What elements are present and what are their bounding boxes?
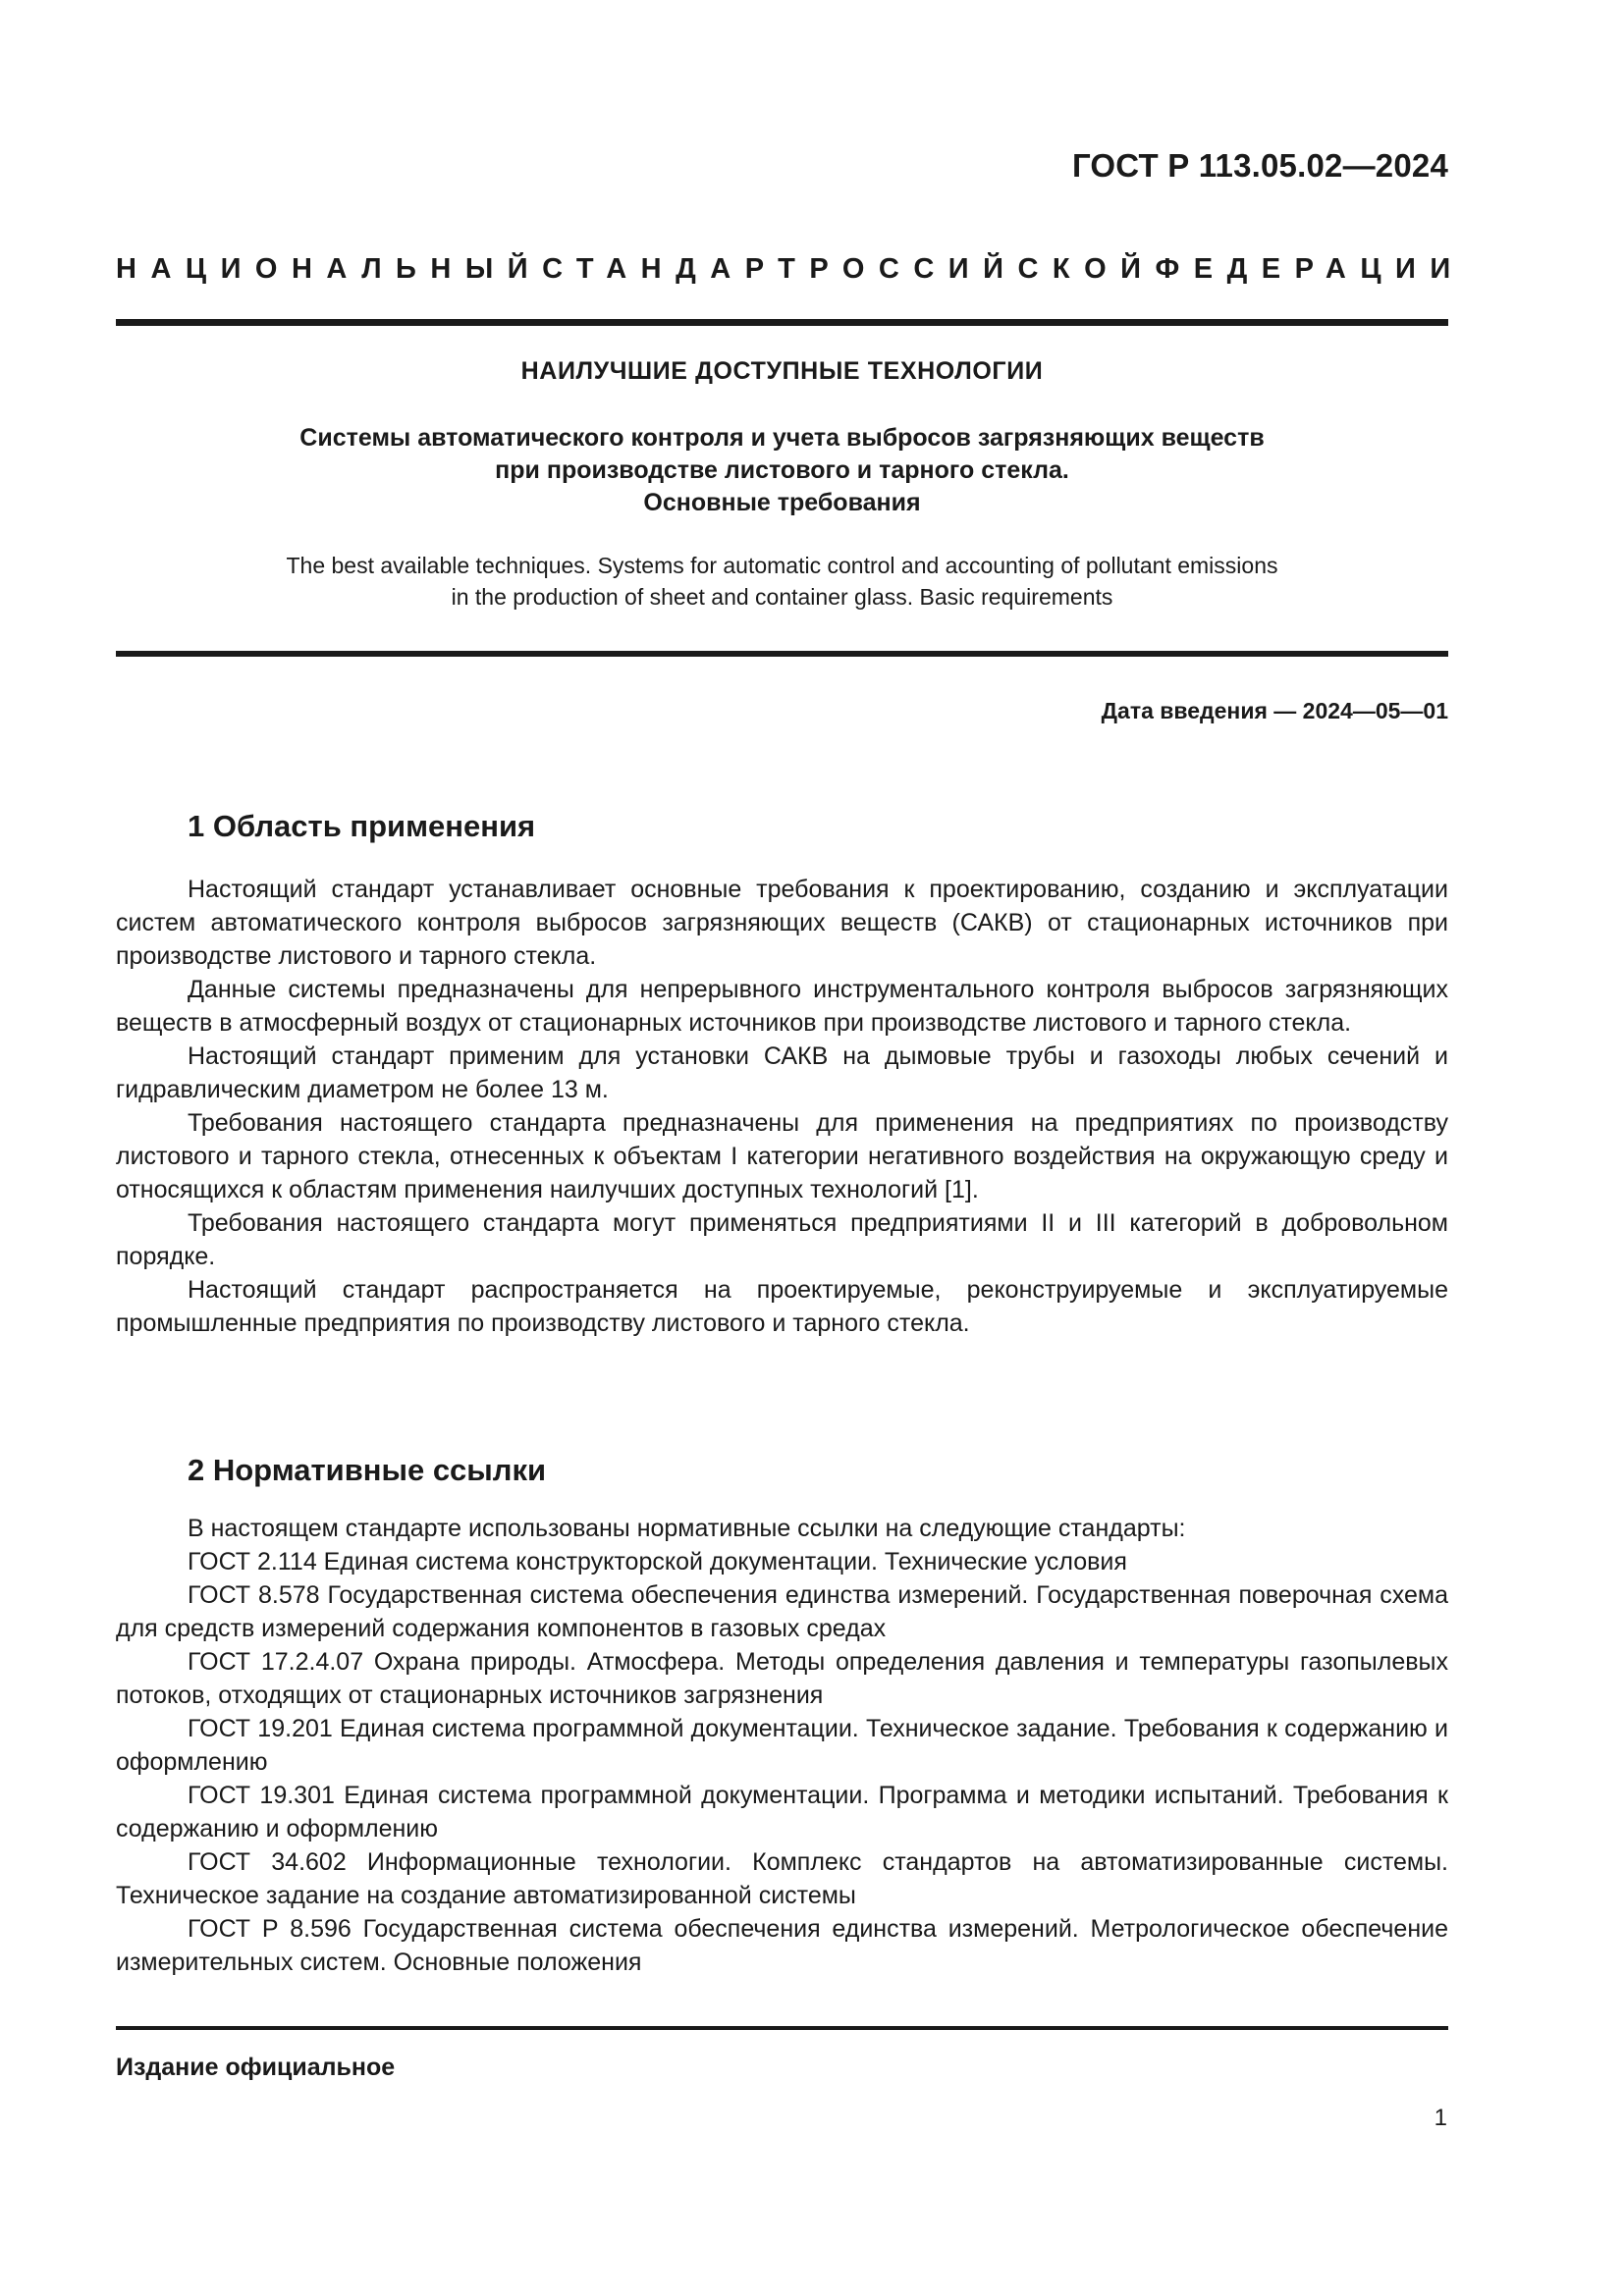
- official-edition-label: Издание официальное: [116, 2054, 396, 2081]
- paragraph: Настоящий стандарт устанавливает основные требования к проектированию, созданию и эксплуатации систем автоматического контроля выбросов загрязняющих веществ (САКВ) от стационарных источников при производстве листового и тарного стекла.: [116, 876, 1448, 970]
- reference-item: ГОСТ 34.602 Информационные технологии. Комплекс стандартов на автоматизированные системы. Техническое задание на создание автоматизированной системы: [116, 1848, 1448, 1909]
- english-title-line: The best available techniques. Systems for automatic control and accounting of pollutant emissions: [286, 553, 1278, 578]
- english-title-line: in the production of sheet and container glass. Basic requirements: [451, 584, 1113, 610]
- reference-item: ГОСТ 17.2.4.07 Охрана природы. Атмосфера. Методы определения давления и температуры газопылевых потоков, отходящих от стационарных источников загрязнения: [116, 1648, 1448, 1709]
- paragraph: Настоящий стандарт распространяется на проектируемые, реконструируемые и эксплуатируемые промышленные предприятия по производству листового и тарного стекла.: [116, 1276, 1448, 1337]
- banner-word: ФЕДЕРАЦИИ: [1155, 253, 1465, 285]
- subtitle-line: Основные требования: [643, 489, 921, 516]
- national-standard-banner: [116, 253, 1465, 286]
- reference-item: ГОСТ 19.201 Единая система программной документации. Техническое задание. Требования к содержанию и оформлению: [116, 1715, 1448, 1776]
- banner-word: СТАНДАРТ: [542, 253, 810, 285]
- english-title: [116, 550, 1448, 613]
- subtitle-line: при производстве листового и тарного стекла.: [495, 456, 1069, 484]
- reference-item: ГОСТ 2.114 Единая система конструкторской документации. Технические условия: [188, 1548, 1127, 1575]
- paragraph: В настоящем стандарте использованы нормативные ссылки на следующие стандарты:: [188, 1515, 1186, 1542]
- paragraph: Требования настоящего стандарта предназначены для применения на предприятиях по производству листового и тарного стекла, отнесенных к объектам I категории негативного воздействия на окружающую среду и относящихся к областям применения наилучших доступных технологий [1].: [116, 1109, 1448, 1203]
- document-code: ГОСТ Р 113.05.02—2024: [1071, 147, 1448, 184]
- banner-word: НАЦИОНАЛЬНЫЙ: [116, 253, 543, 285]
- paragraph: Данные системы предназначены для непрерывного инструментального контроля выбросов загрязняющих веществ в атмосферный воздух от стационарных источников при производстве листового и тарного стекла.: [116, 976, 1448, 1037]
- top-divider: [116, 319, 1448, 326]
- page-number: 1: [1434, 2105, 1447, 2131]
- introduction-date: Дата введения — 2024—05—01: [1101, 698, 1448, 723]
- section-references-body: [116, 1512, 1448, 1979]
- footer-divider: [116, 2026, 1448, 2030]
- main-title: НАИЛУЧШИЕ ДОСТУПНЫЕ ТЕХНОЛОГИИ: [520, 357, 1044, 385]
- section-heading-scope: 1 Область применения: [188, 809, 536, 843]
- banner-word: РОССИЙСКОЙ: [809, 253, 1156, 285]
- subtitle-line: Системы автоматического контроля и учета выбросов загрязняющих веществ: [299, 424, 1265, 452]
- middle-divider: [116, 651, 1448, 657]
- reference-item: ГОСТ 19.301 Единая система программной документации. Программа и методики испытаний. Требования к содержанию и оформлению: [116, 1782, 1448, 1842]
- paragraph: Настоящий стандарт применим для установки САКВ на дымовые трубы и газоходы любых сечений и гидравлическим диаметром не более 13 м.: [116, 1042, 1448, 1103]
- reference-item: ГОСТ 8.578 Государственная система обеспечения единства измерений. Государственная поверочная схема для средств измерений содержания компонентов в газовых средах: [116, 1581, 1448, 1642]
- paragraph: Требования настоящего стандарта могут применяться предприятиями II и III категорий в добровольном порядке.: [116, 1209, 1448, 1270]
- section-heading-normative-references: 2 Нормативные ссылки: [188, 1453, 547, 1487]
- section-scope-body: [116, 873, 1448, 1340]
- reference-item: ГОСТ Р 8.596 Государственная система обеспечения единства измерений. Метрологическое обеспечение измерительных систем. Основные положения: [116, 1915, 1448, 1976]
- subtitle: [116, 422, 1448, 519]
